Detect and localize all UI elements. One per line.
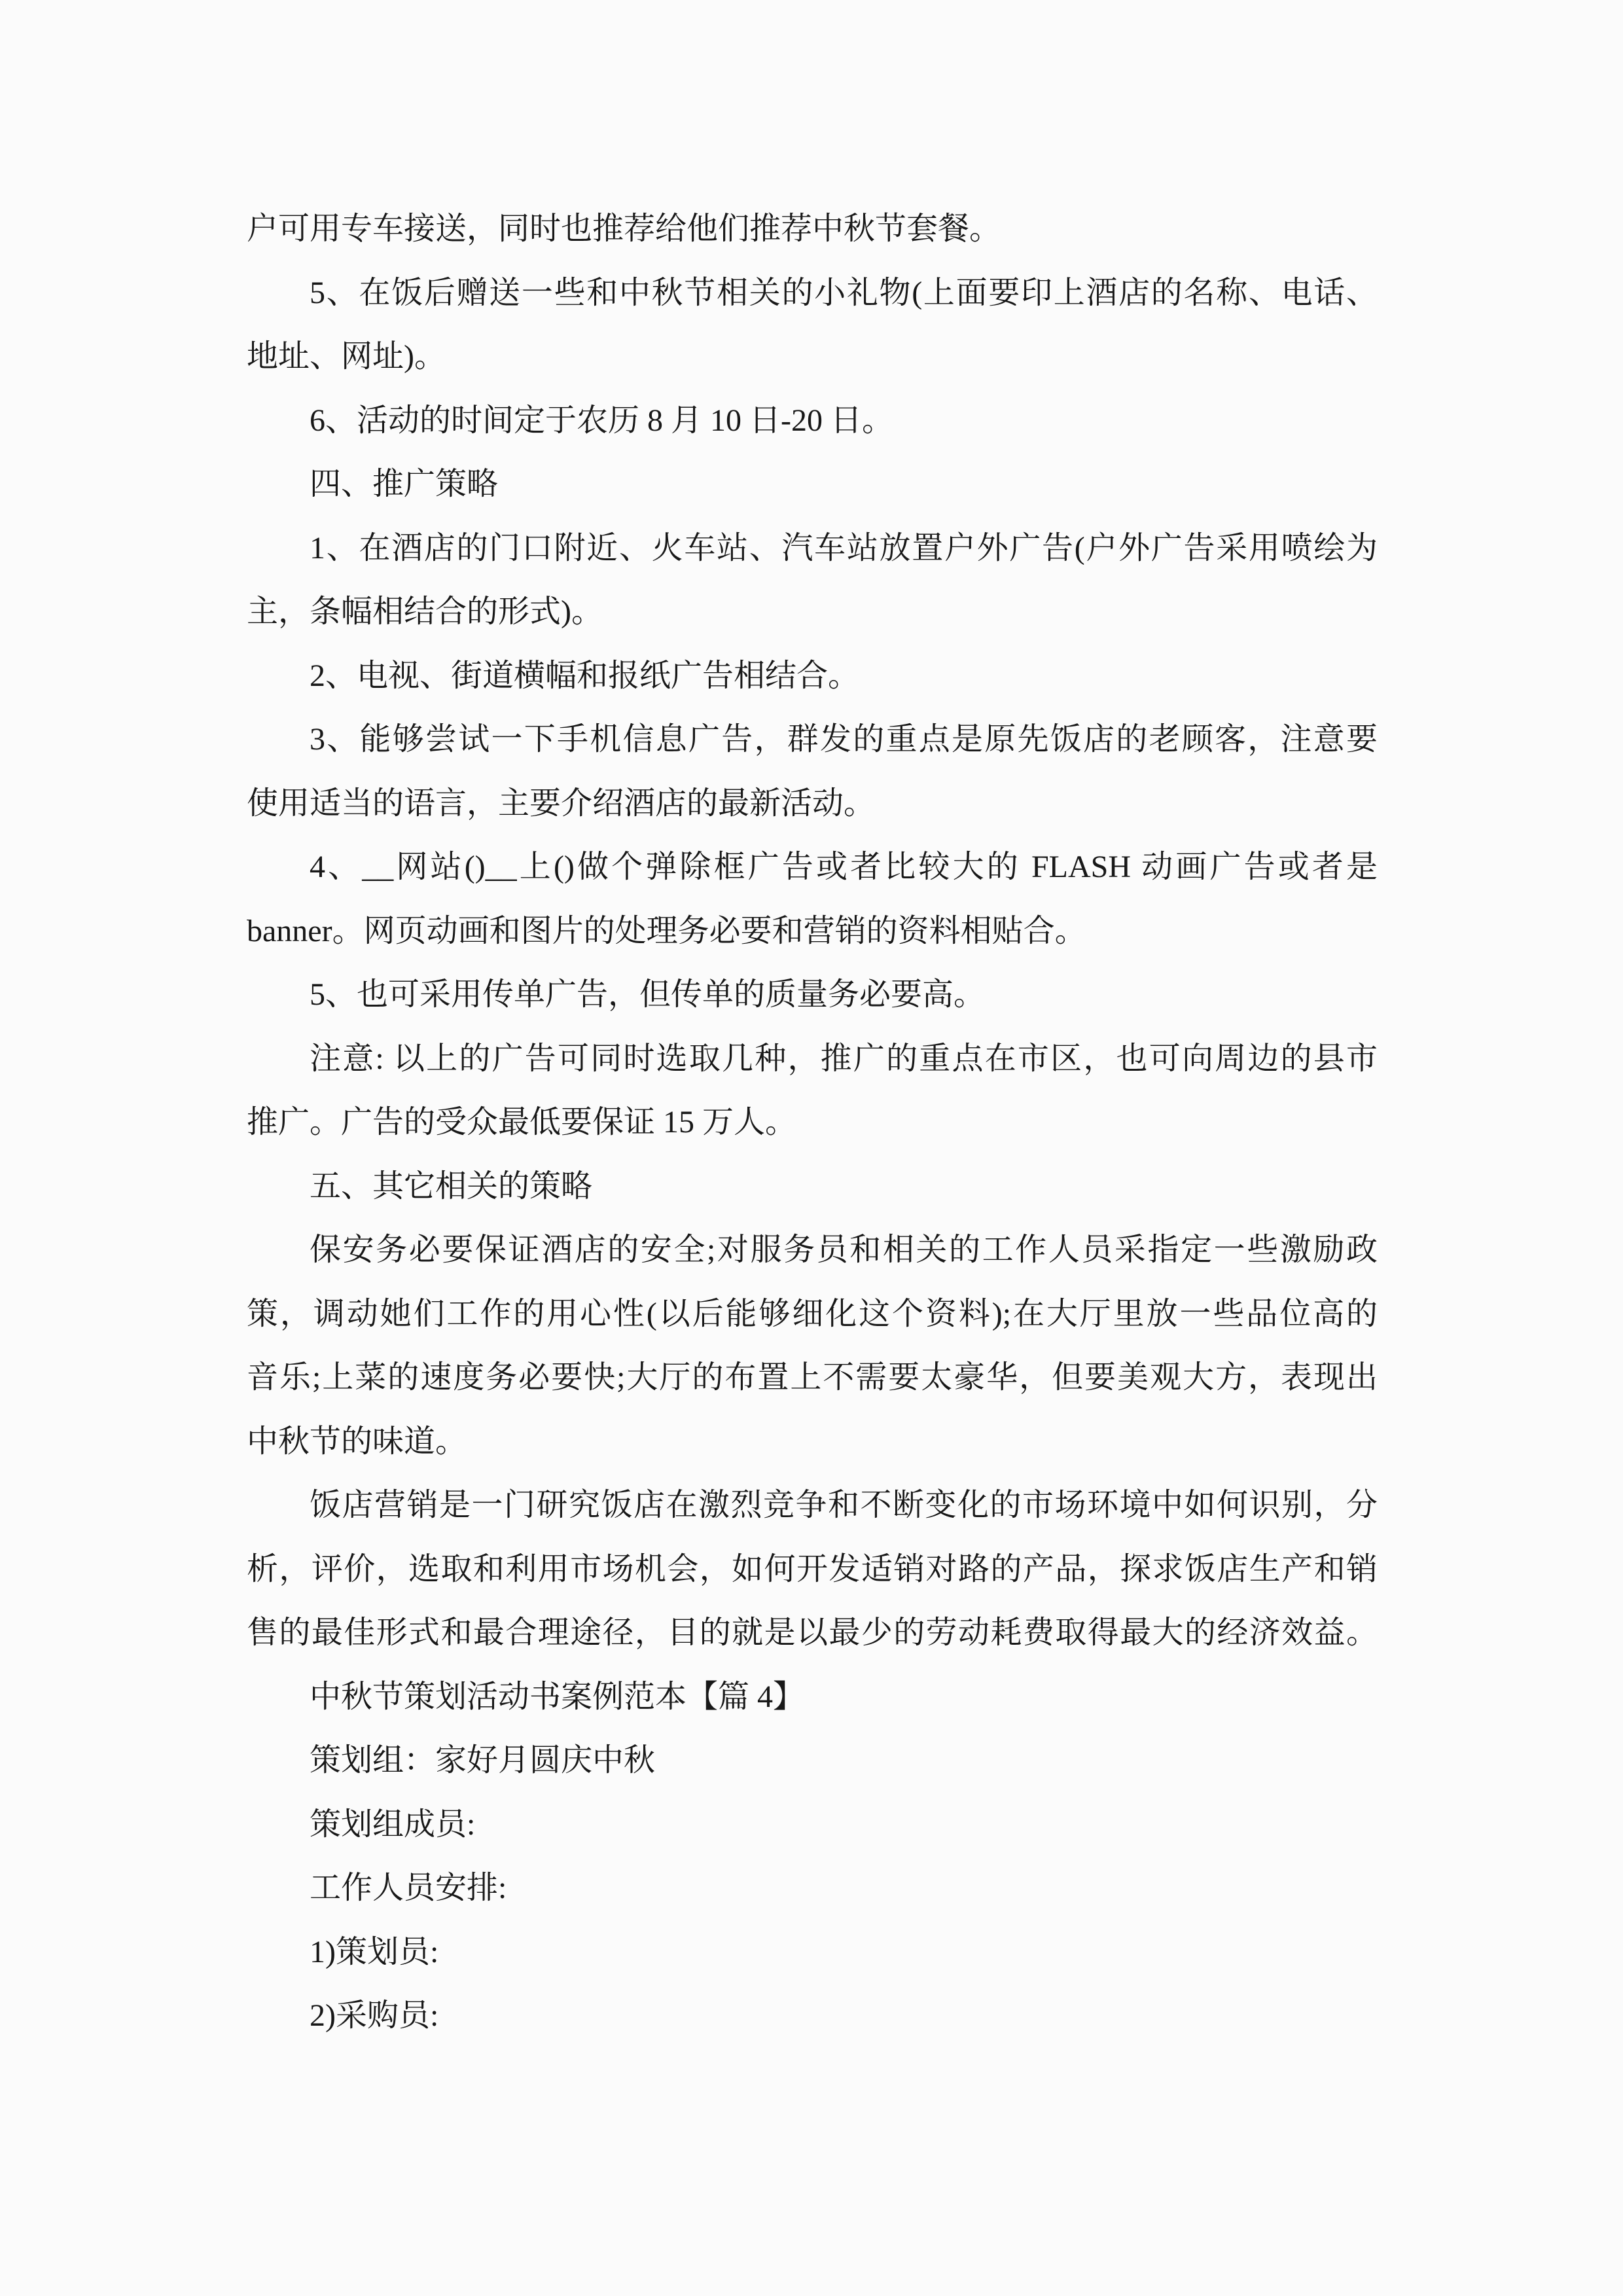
text-line: 地址、网址)。 — [247, 339, 446, 374]
text-line: 主，条幅相结合的形式)。 — [247, 594, 603, 629]
text-line: 工作人员安排: — [310, 1871, 507, 1905]
text-line: 五、其它相关的策略 — [310, 1168, 593, 1204]
text-line: 售的最佳形式和最合理途径，目的就是以最少的劳动耗费取得最大的经济效益。 — [247, 1615, 1378, 1650]
text-line: 饭店营销是一门研究饭店在激烈竞争和不断变化的市场环境中如何识别，分 — [310, 1488, 1378, 1522]
text-line: 策，调动她们工作的用心性(以后能够细化这个资料);在大厅里放一些品位高的 — [247, 1296, 1378, 1331]
text-line: 2)采购员: — [310, 1998, 439, 2033]
text-line: banner。网页动画和图片的处理务必要和营销的资料相贴合。 — [247, 913, 1086, 948]
text-line: 5、也可采用传单广告，但传单的质量务必要高。 — [310, 977, 986, 1012]
text-line: 4、__网站()__上()做个弹除框广告或者比较大的 FLASH 动画广告或者是 — [310, 850, 1378, 884]
text-line: 策划组：家好月圆庆中秋 — [310, 1743, 656, 1778]
text-line: 5、在饭后赠送一些和中秋节相关的小礼物(上面要印上酒店的名称、电话、 — [310, 275, 1378, 310]
document-text-block — [247, 197, 1378, 2048]
text-line: 中秋节策划活动书案例范本【篇 4】 — [310, 1679, 805, 1714]
text-line: 四、推广策略 — [310, 467, 499, 501]
text-line: 中秋节的味道。 — [247, 1424, 467, 1459]
text-line: 策划组成员: — [310, 1806, 476, 1842]
text-line: 户可用专车接送，同时也推荐给他们推荐中秋节套餐。 — [247, 211, 1001, 246]
text-line: 3、能够尝试一下手机信息广告，群发的重点是原先饭店的老顾客，注意要 — [310, 722, 1378, 757]
text-line: 音乐;上菜的速度务必要快;大厅的布置上不需要太豪华，但要美观大方，表现出 — [247, 1360, 1378, 1395]
text-line: 注意: 以上的广告可同时选取几种，推广的重点在市区，也可向周边的县市 — [310, 1041, 1378, 1076]
text-line: 2、电视、街道横幅和报纸广告相结合。 — [310, 658, 860, 693]
text-line: 1)策划员: — [310, 1934, 439, 1969]
text-line: 保安务必要保证酒店的安全;对服务员和相关的工作人员采指定一些激励政 — [310, 1232, 1378, 1267]
text-line: 推广。广告的受众最低要保证 15 万人。 — [247, 1105, 797, 1139]
text-line: 6、活动的时间定于农历 8 月 10 日-20 日。 — [310, 403, 893, 438]
text-line: 析，评价，选取和利用市场机会，如何开发适销对路的产品，探求饭店生产和销 — [247, 1551, 1378, 1587]
text-line: 使用适当的语言，主要介绍酒店的最新活动。 — [247, 785, 876, 821]
text-line: 1、在酒店的门口附近、火车站、汽车站放置户外广告(户外广告采用喷绘为 — [310, 530, 1378, 565]
